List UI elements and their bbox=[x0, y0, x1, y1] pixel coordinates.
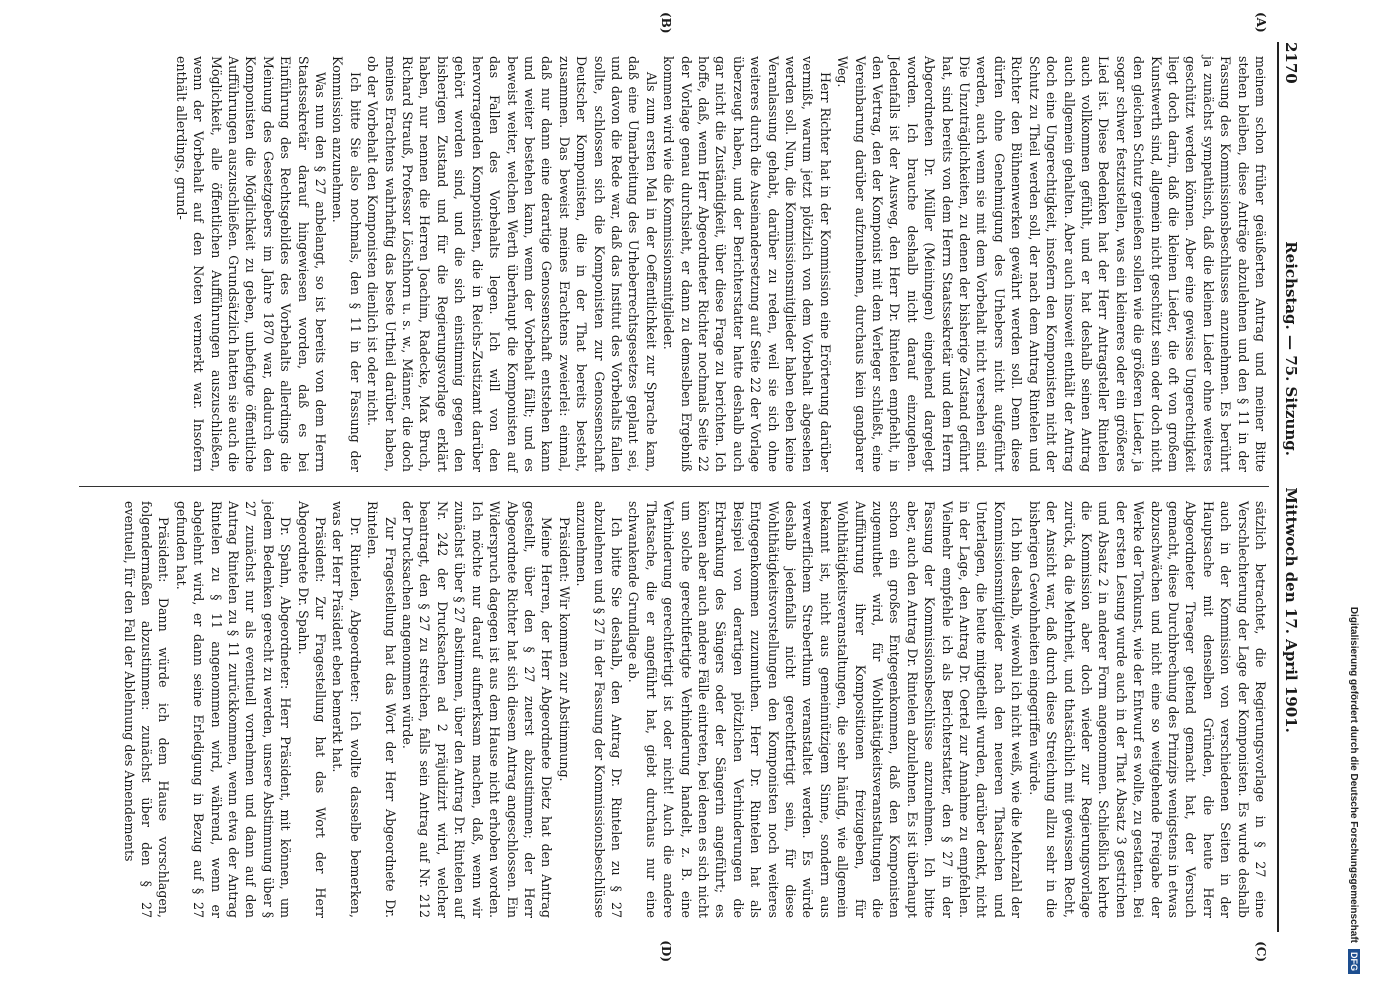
paragraph: Was nun den § 27 anbelangt, so ist bereits von dem Herrn Staatssekretär darauf hingewiesen worden, daß es bei Einführung des Rechtsgebildes des Vorbehalts allerdings die Meinung des Gesetzgebers im Jahre 1870 war, dadurch den Komponisten die Möglichkeit zu geben, unbefugte öffentliche Aufführungen auszuschließen. Grundsätzlich hatten sie auch die Möglichkeit, alle öffentlichen Aufführungen auszuschließen, wenn der Vorbehalt auf den Noten vermerkt war. Insofern enthält allerdings, grund- bbox=[173, 56, 329, 472]
paragraph: Meine Herren, der Herr Abgeordnete Dietz hat den Antrag gestellt, über den § 27 zuerst abzustimmen; der Herr Abgeordnete Richter hat sich diesem Antrag angeschlossen. Ein Widerspruch dagegen ist aus dem Hause nicht erhoben worden. Ich möchte nur darauf aufmerksam machen, daß, wenn wir zunächst über § 27 abstimmen, über den Antrag Dr. Rintelen auf Nr. 242 der Drucksachen ad 2 präjudizirt wird, welcher beantragt, den § 27 zu streichen, falls sein Antrag auf Nr. 212 der Drucksachen angenommen würde. bbox=[400, 501, 555, 918]
page-number: 2170 bbox=[1282, 42, 1300, 84]
left-column bbox=[79, 12, 1269, 487]
session-date: Mittwoch den 17. April 1901. bbox=[1282, 487, 1300, 733]
text-columns bbox=[79, 12, 1269, 962]
paragraph: sätzlich betrachtet, die Regierungsvorlage in § 27 eine Verschlechterung der Lage der Komponisten. Es wurde deshalb auch in der Kommission von verschiedenen Seiten in der Hauptsache mit denselben Gründen, die heute Herr Abgeordneter Traeger geltend gemacht hat, der Versuch gemacht, diese Durchbrechung des Prinzips wenigstens in etwas abzuschwächen und nicht eine so weitgehende Freigabe der Werke der Tonkunst, wie der Entwurf es wollte, zu gestatten. Bei der ersten Lesung wurde auch in der That Absatz 3 gestrichen und Absatz 2 in anderer Form angenommen. Schließlich kehrte die Kommission aber doch wieder zur Regierungsvorlage zurück, da die Mehrheit, und thatsächlich mit gewissem Recht, der Ansicht war, daß durch diese Streichung allzu sehr in die bisherigen Gewohnheiten eingegriffen würde. bbox=[1026, 501, 1268, 918]
paragraph: Ich bitte Sie also nochmals, den § 11 in der Fassung der Kommission anzunehmen. bbox=[330, 56, 363, 472]
paragraph: Präsident: Wir kommen zur Abstimmung. bbox=[556, 517, 572, 782]
paragraph: Zur Fragestellung hat das Wort der Herr Abgeordnete Dr. Rintelen. bbox=[365, 501, 398, 918]
paragraph: Als zum ersten Mal in der Oeffentlichkeit zur Sprache kam, daß eine Umarbeitung des Urheberrechtsgesetzes geplant sei, und davon die Rede war, daß das Institut des Vorbehalts fallen sollte, schlossen sich die Komponisten zur Genossenschaft Deutscher Komponisten, die in der That bereits besteht, zusammen. Das beweist meines Erachtens zweierlei: einmal, daß nur dann eine derartige Genossenschaft entstehen kann und weiter bestehen kann, wenn der Vorbehalt fällt; und es beweist weiter, welchen Werth überhaupt die Komponisten auf das Fallen des Vorbehalts legen. Ich will von den hervorragenden Komponisten, die in Reichs-Zustizamt darüber gehört worden sind, und die sich einstimmig gegen den bisherigen Zustand und für die Regierungsvorlage erklärt haben, nur nennen die Herren Joachim, Radecke, Max Bruch, Richard Strauß, Professor Löschhorn u. s. w., Männer, die doch meines Erachtens wahrhaftig das beste Urtheil darüber haben, ob der Vorbehalt den Komponisten dienlich ist oder nicht. bbox=[365, 56, 659, 472]
paragraph: Ich bitte Sie deshalb, den Antrag Dr. Rintelen zu § 27 abzulehnen und § 27 in der Fassung der Kommissionsbeschlüsse anzunehmen. bbox=[574, 501, 624, 918]
margin-marker-b: (B) bbox=[659, 12, 673, 34]
digitization-credit bbox=[1346, 24, 1362, 974]
session-label: Reichstag. — 75. Sitzung. bbox=[1282, 241, 1300, 457]
credit-text: Digitalisierung gefördert durch die Deutsche Forschungsgemeinschaft bbox=[1348, 606, 1360, 943]
paragraph: Präsident: Dann würde ich dem Hause vorschlagen, folgendermaßen abzustimmen: zunächst über den § 27 eventuell, für den Fall der Ablehnung des Amendements bbox=[121, 501, 172, 918]
paragraph: Ich bin deshalb, wiewohl ich nicht weiß, wie die Mehrzahl der Kommissionsmitglieder nach den neueren Thatsachen und Unterlagen, die heute mitgetheilt wurden, darüber denkt, nicht in der Lage, den Antrag Dr. Oertel zur Annahme zu empfehlen. Vielmehr empfehle ich als Berichterstatter, den § 27 in der Fassung der Kommissionsbeschlüsse anzunehmen. Ich bitte aber, auch den Antrag Dr. Rintelen abzulehnen. Es ist überhaupt schon ein großes Entgegenkommen, daß den Komponisten zugemuthet wird, für Wohlthätigkeitsveranstaltungen die Aufführung ihrer Kompositionen freizugeben, für Wohlthätigkeitsveranstaltungen, die sehr häufig, wie allgemein bekannt ist, nicht aus gemeinnützigem Sinne, sondern aus verwerflichem Streberthum veranstaltet werden. Es würde deshalb jedenfalls nicht gerechtfertigt sein, für diese Wohlthätigkeitsvorstellungen den Komponisten noch weiteres Entgegenkommen zuzumuthen. Herr Dr. Rintelen hat als Beispiel von derartigen plötzlichen Verhinderungen die Erkrankung des Sängers oder der Sängerin angeführt; es können aber auch andere Fälle eintreten, bei denen es sich nicht um solche gerechtfertigte Verhinderung handelt, z. B. eine Verhinderung gerechtfertigt ist oder nicht! Auch die andere Thatsache, die er angeführt hat, giebt durchaus nur eine schwankende Grundlage ab. bbox=[626, 501, 1025, 918]
dfg-logo: DFG bbox=[1348, 949, 1360, 974]
paragraph: Dr. Spahn, Abgeordneter: Herr Präsident, mit können, um jedem Bedenken gerecht zu werden, unsere Abstimmung über § 27 zunächst nur als eventuell vornehmen und dann auf den Antrag Rintelen zu § 11 zurückkommen, wenn etwa der Antrag Rintelen zu § 11 angenommen wird, während, wenn er abgelehnt wird, er dann seine Erledigung in Bezug auf § 27 gefunden hat. bbox=[173, 501, 294, 918]
paragraph: Dr. Rintelen, Abgeordneter: Ich wollte dasselbe bemerken, was der Herr Präsident eben bemerkt hat. bbox=[330, 501, 363, 918]
page-header bbox=[1277, 42, 1311, 932]
session-title bbox=[1282, 42, 1300, 932]
margin-marker-c: (C) bbox=[1254, 941, 1268, 962]
margin-marker-d: (D) bbox=[659, 940, 673, 962]
right-column bbox=[79, 487, 1269, 962]
margin-marker-a: (A) bbox=[1254, 12, 1268, 33]
paragraph: Herr Richter hat in der Kommission eine Erörterung darüber vermißt, warum jetzt plötzlich von dem Vorbehalt abgesehen werden soll. Nun, die Kommissionsmitglieder haben eben keine Veranlassung gehabt, darüber zu reden, weil sie sich ohne weiteres durch die Auseinandersetzung auf Seite 22 der Vorlage überzeugt haben, und der Berichterstatter hatte deshalb auch gar nicht die Zuständigkeit, über diese Frage zu berichten. Ich hoffe, daß, wenn Herr Abgeordneter Richter nochmals Seite 22 der Vorlage genau durchsieht, er dann zu demselben Ergebniß kommen wird wie die Kommissionsmitglieder. bbox=[661, 56, 833, 472]
paragraph: Präsident: Zur Fragestellung hat das Wort der Herr Abgeordnete Dr. Spahn. bbox=[295, 501, 329, 918]
document-page bbox=[73, 12, 1311, 962]
paragraph: meinem schon früher geäußerten Antrag und meiner Bitte stehen bleiben, diese Anträge abzulehnen und den § 11 in der Fassung des Kommissionsbeschlusses anzunehmen. Es berührt ja zunächst sympathisch, daß die kleinen Lieder ohne weiteres geschützt werden können. Aber eine gewisse Ungerechtigkeit liegt doch darin, daß die kleinen Lieder, die oft von großem Kunstwerth sind, allgemein nicht geschützt sein oder doch nicht den gleichen Schutz genießen sollen wie die größeren Lieder, ja sogar schwer festzustellen, was ein kleineres oder ein größeres Lied ist. Diese Bedenken hat der Herr Antragsteller Rintelen auch vollkommen gefühlt, und er hat deshalb seinen Antrag auch allgemein gehalten. Aber auch insoweit enthält der Antrag doch eine Ungerechtigkeit, insofern den Komponisten nicht der Schutz zu Theil werden soll, der nach dem Antrag Rintelen und Richter den Bühnenwerken gewährt werden soll. Denn diese dürfen ohne Genehmigung des Urhebers nicht aufgeführt werden, auch wenn sie mit dem Vorbehalt nicht versehen sind. Die Unzuträglichkeiten, zu denen der bisherige Zustand geführt hat, sind bereits von dem Herrn Staatssekretär und dem Herrn Abgeordneten Dr. Müller (Meiningen) eingehend dargelegt worden. Ich brauche deshalb nicht darauf einzugehen. Jedenfalls ist der Ausweg, den Herr Dr. Rintelen empfiehlt, in den Vertrag, den der Komponist mit dem Verleger schließt, eine Vereinbarung darüber aufzunehmen, durchaus kein gangbarer Weg. bbox=[835, 56, 1268, 472]
